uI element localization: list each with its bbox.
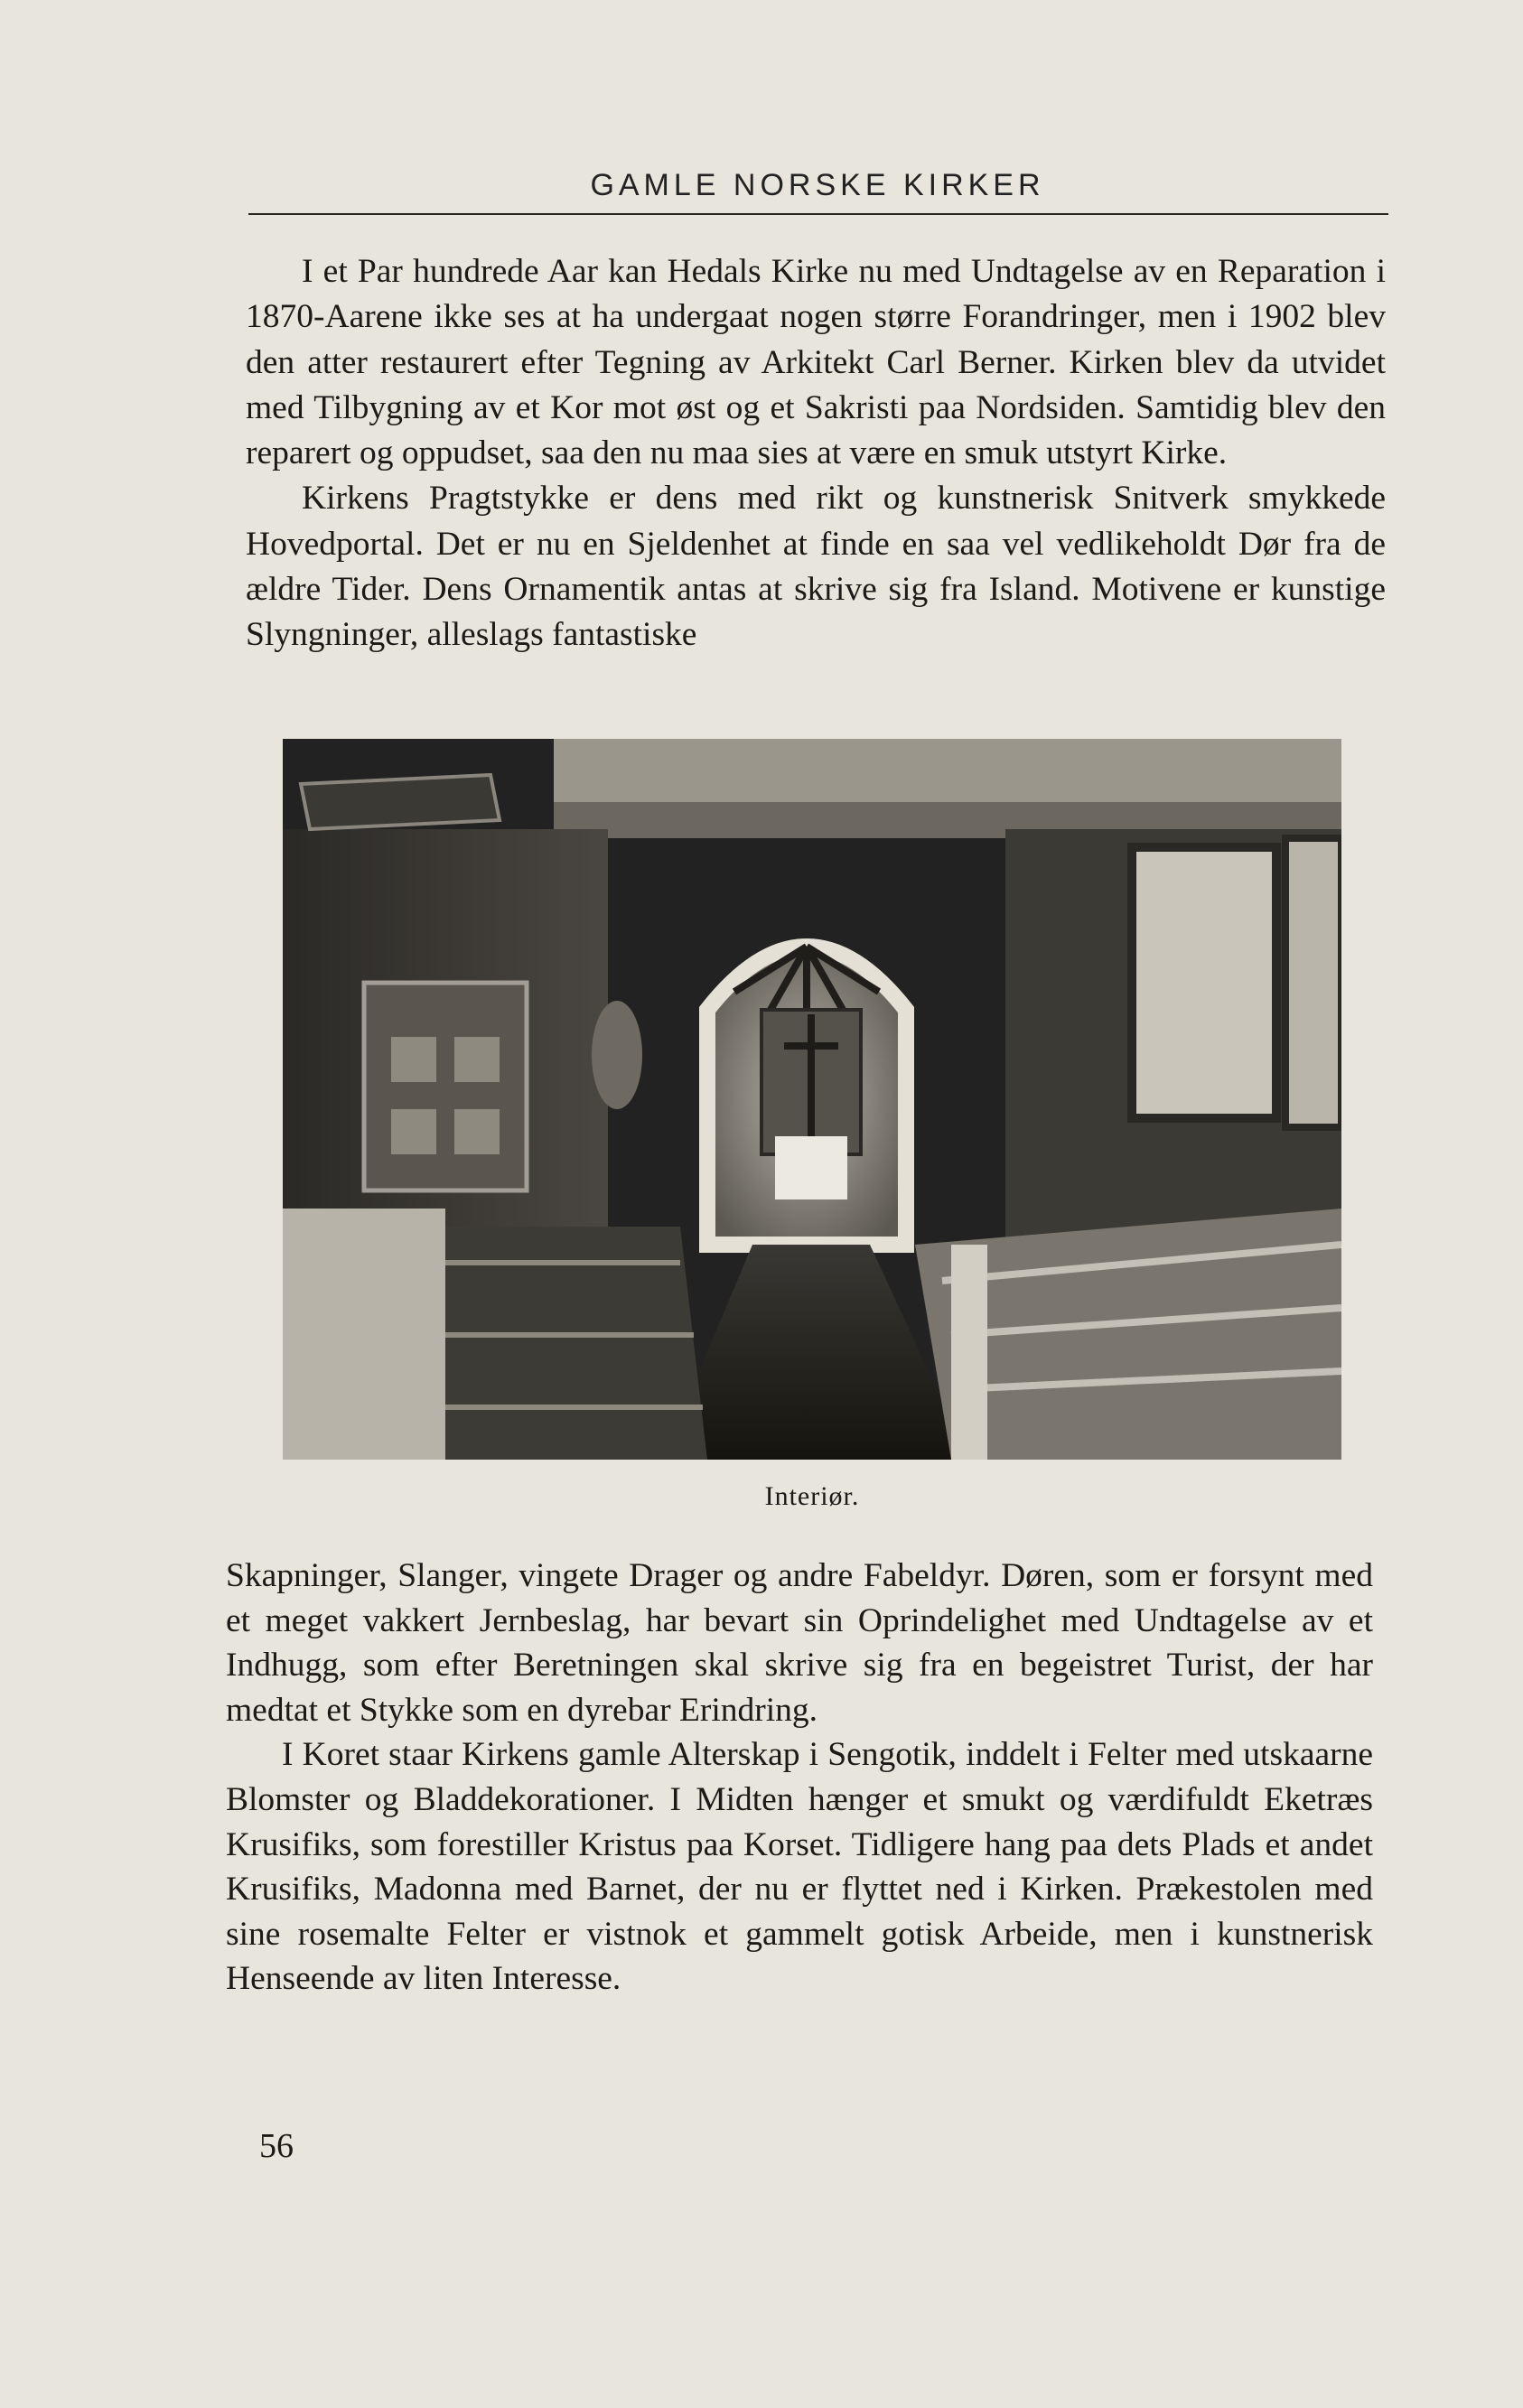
paragraph: Skapninger, Slanger, vingete Drager og andre Fabeldyr. Døren, som er forsynt med et meget vakkert Jernbeslag, har bevart sin Oprindelighet med Undtagelse av et Indhugg, som efter Beretningen skal skrive sig fra en begeistret Turist, der har medtat et Stykke som en dyrebar Erindring. bbox=[226, 1557, 1373, 1729]
altar bbox=[775, 1136, 847, 1199]
figure-caption: Interiør. bbox=[764, 1481, 860, 1511]
madonna-statue bbox=[592, 1001, 642, 1109]
church-interior-photo bbox=[283, 739, 1341, 1460]
text-block-top bbox=[246, 249, 1386, 658]
paragraph: I et Par hundrede Aar kan Hedals Kirke nu med Undtagelse av en Reparation i 1870-Aarene ikke ses at ha undergaat nogen større Forandringer, men i 1902 blev den atter restaurert efter Tegning av Arkitekt Carl Berner. Kirken blev da utvidet med Tilbygning av et Kor mot øst og et Sakristi paa Nordsiden. Samtidig blev den reparert og oppudset, saa den nu maa sies at være en smuk utstyrt Kirke. bbox=[246, 253, 1386, 472]
pulpit-canopy bbox=[301, 775, 500, 829]
church-interior-illustration bbox=[283, 739, 1341, 1460]
text-block-bottom bbox=[226, 1554, 1373, 2002]
page-number: 56 bbox=[259, 2127, 294, 2165]
paragraph: I Koret staar Kirkens gamle Alterskap i Sengotik, inddelt i Felter med utskaarne Blomster og Bladdekorationer. I Midten hænger et smukt og værdifuldt Eketræs Krusifiks, som forestiller Kristus paa Korset. Tidligere hang paa dets Plads et andet Krusifiks, Madonna med Barnet, der nu er flyttet ned i Kirken. Prækestolen med sine rosemalte Felter er vistnok et gammelt gotisk Arbeide, men i kunstnerisk Henseende av liten Interesse. bbox=[226, 1736, 1373, 1998]
pulpit bbox=[364, 983, 527, 1190]
window bbox=[1132, 847, 1276, 1118]
paragraph: Kirkens Pragtstykke er dens med rikt og kunstnerisk Snitverk smykkede Hovedportal. Det er nu en Sjeldenhet at finde en saa vel vedlikeholdt Dør fra de ældre Tider. Dens Ornamentik antas at skrive sig fra Island. Motivene er kunstige Slyngninger, alleslags fantastiske bbox=[246, 480, 1386, 654]
pew-end bbox=[283, 1209, 445, 1460]
pew-end bbox=[951, 1245, 987, 1460]
running-head: GAMLE NORSKE KIRKER bbox=[590, 168, 1045, 202]
header-rule bbox=[248, 213, 1388, 215]
ceiling-beam bbox=[554, 739, 1341, 802]
